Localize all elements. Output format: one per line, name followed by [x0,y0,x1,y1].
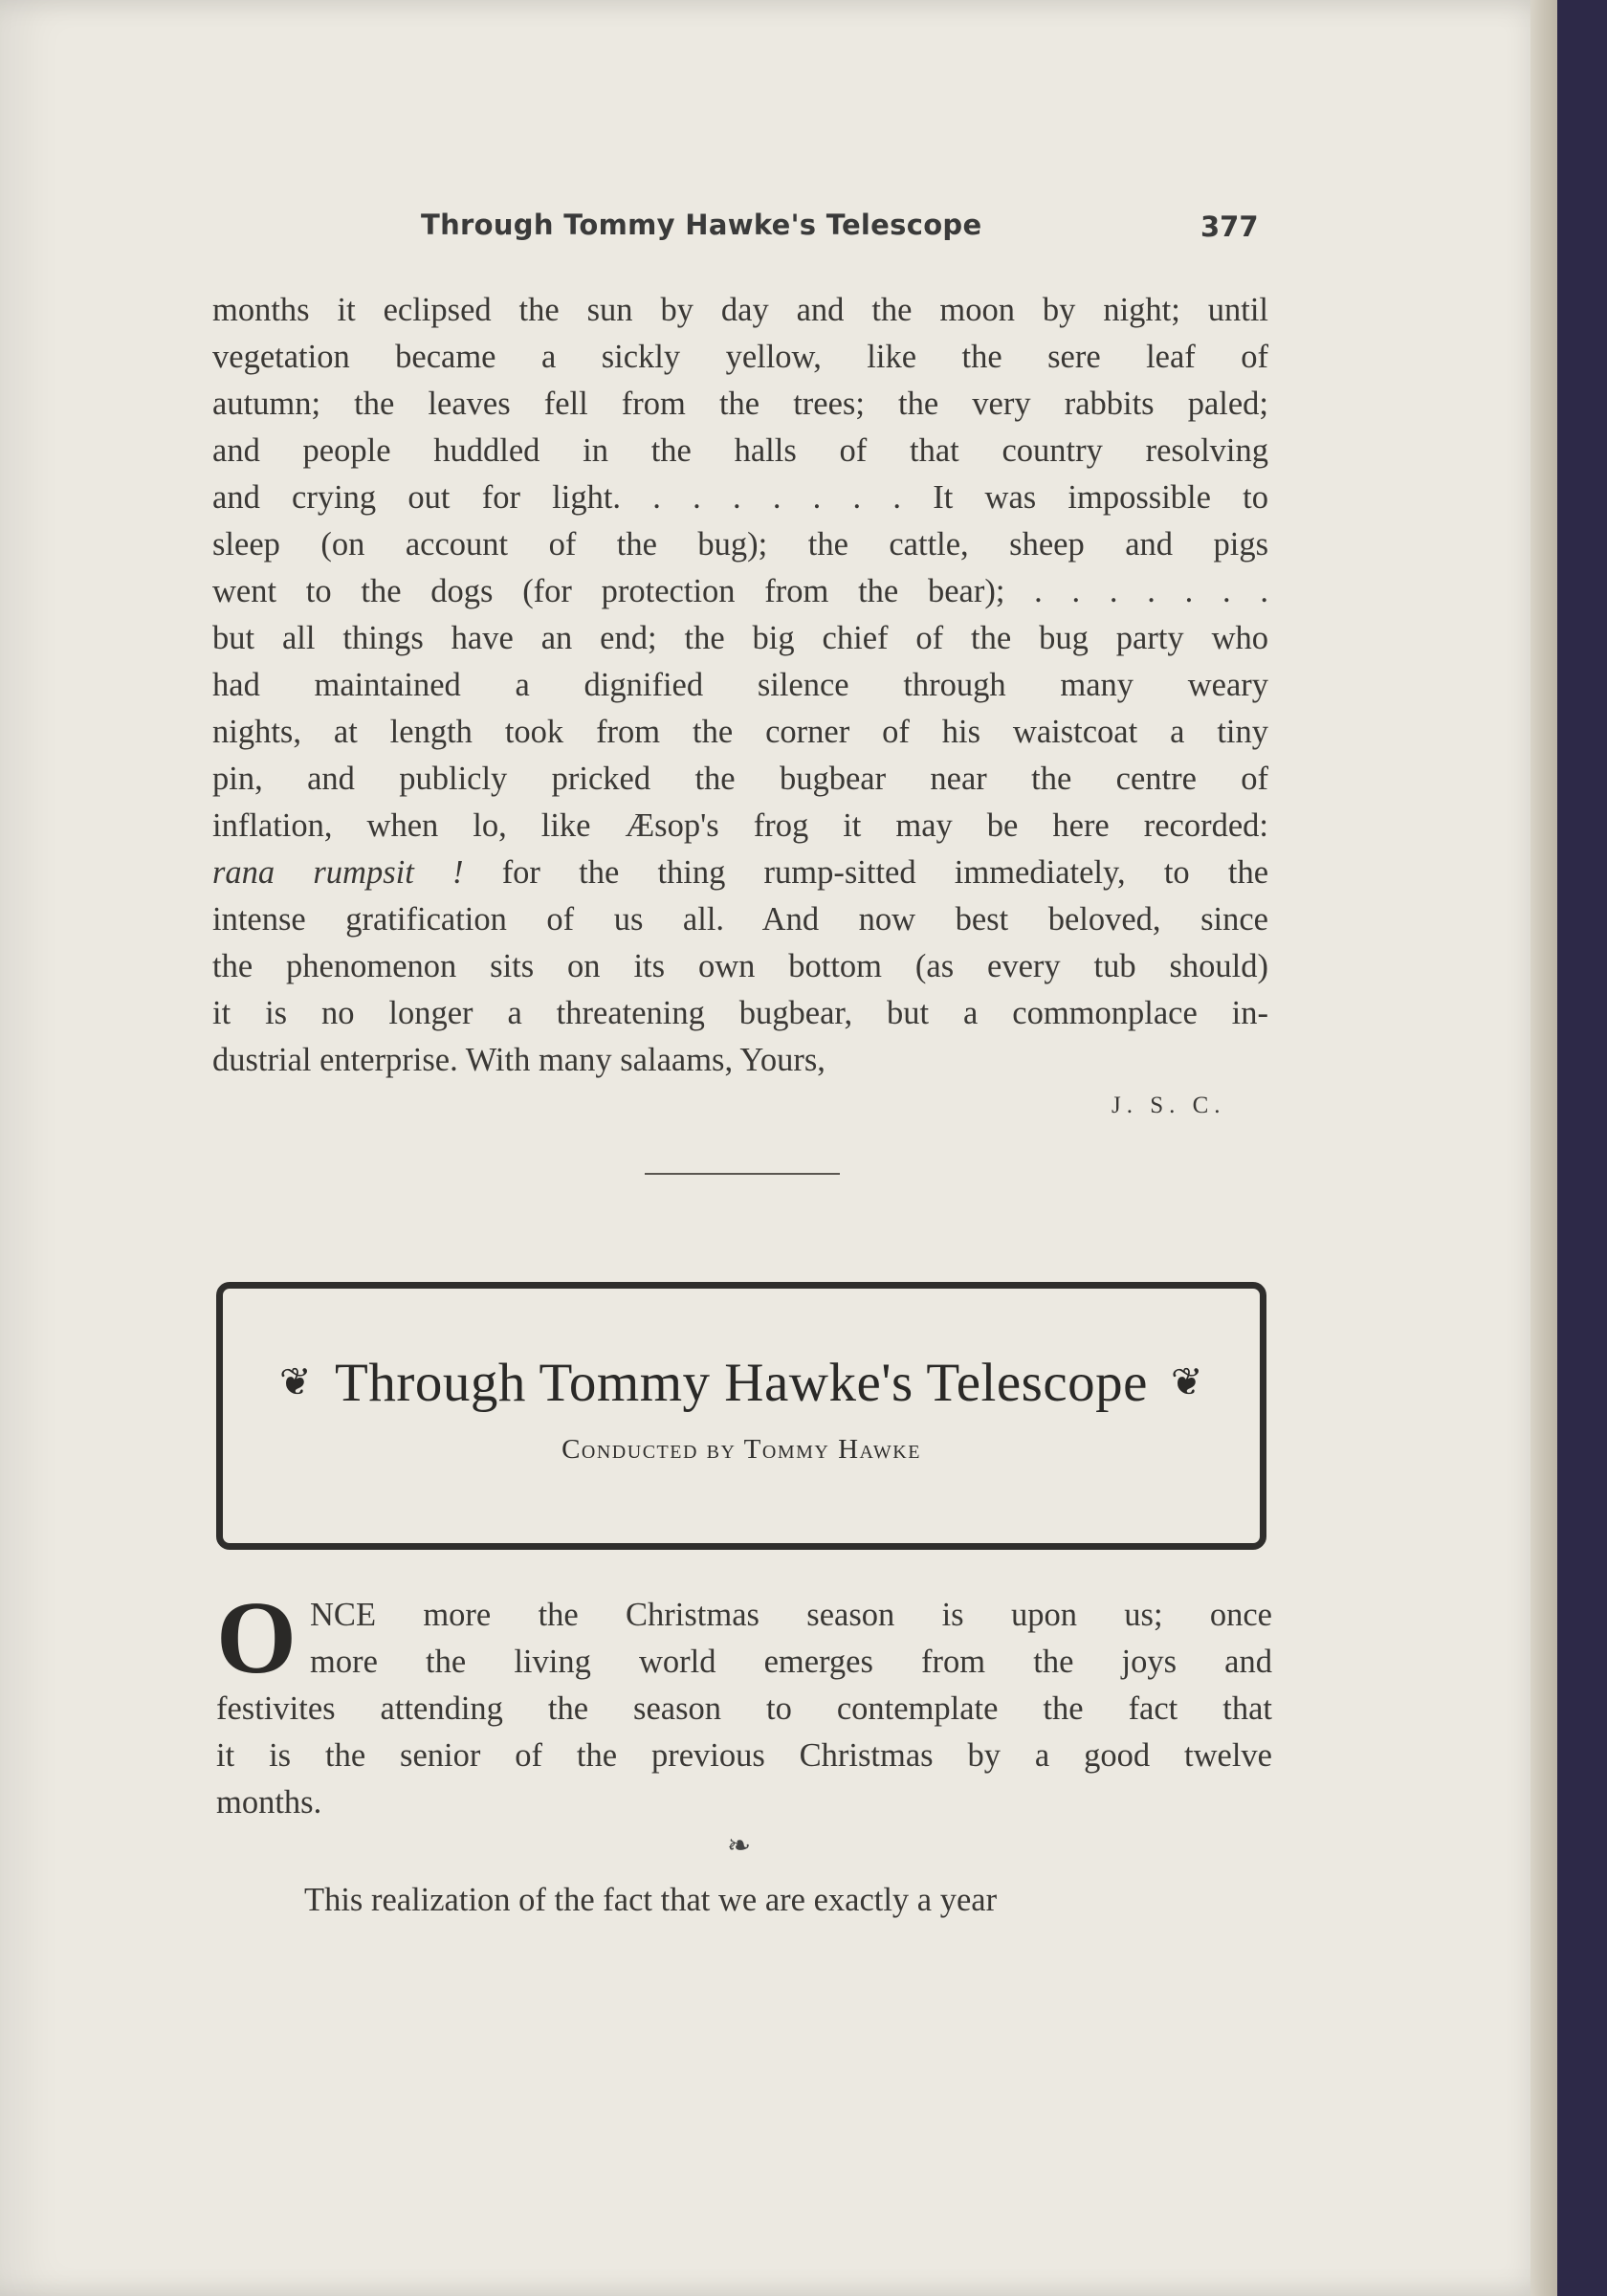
article-line: months. [216,1784,322,1821]
letter-line: autumn; the leaves fell from the trees; the very rabbits paled; [212,386,1268,422]
letter-line: nights, at length took from the corner of his waistcoat a tiny [212,714,1268,750]
letter-line: went to the dogs (for protection from the bear); . . . . . . . [212,573,1268,609]
letter-line: vegetation became a sickly yellow, like the sere leaf of [212,339,1268,375]
letter-line: inflation, when lo, like Æsop's frog it may be here recorded: [212,807,1268,844]
letter-line: but all things have an end; the big chief of the bug party who [212,620,1268,656]
department-header-box [216,1282,1266,1550]
department-title-text: Through Tommy Hawke's Telescope [335,1353,1148,1413]
letter-line: the phenomenon sits on its own bottom (as every tub should) [212,948,1268,984]
fleuron-icon: ❦ [279,1360,313,1403]
letter-line: it is no longer a threatening bugbear, but a commonplace in- [212,995,1268,1031]
running-head: Through Tommy Hawke's Telescope [421,209,982,241]
letter-line: pin, and publicly pricked the bugbear near the centre of [212,761,1268,797]
latin-phrase: rana rumpsit ! [212,854,464,891]
fleuron-icon: ❦ [1170,1360,1203,1403]
article-line: festivites attending the season to contemplate the fact that [216,1690,1272,1727]
letter-line: dustrial enterprise. With many salaams, Yours, [212,1042,826,1078]
article-line: it is the senior of the previous Christmas by a good twelve [216,1737,1272,1774]
department-byline: Conducted by Tommy Hawke [561,1434,921,1465]
article-paragraph [216,1581,1272,1826]
letter-line: sleep (on account of the bug); the cattle, sheep and pigs [212,526,1268,563]
page-edge [1530,0,1557,2296]
letter-line: intense gratification of us all. And now best beloved, since [212,901,1268,938]
letter-line: and crying out for light. . . . . . . . It was impossible to [212,479,1268,516]
article-line: more the living world emerges from the joys and [310,1644,1272,1680]
letter-body [212,287,1268,1084]
department-title [223,1352,1260,1414]
letter-line [212,850,1268,896]
ornament-icon: ❧ [727,1830,752,1862]
letter-line-text: for the thing rump-sitted immediately, to the [501,854,1269,891]
article-line: NCE more the Christmas season is upon us; once [310,1597,1272,1633]
letter-line: and people huddled in the halls of that country resolving [212,432,1268,469]
page-number: 377 [1200,210,1259,243]
signature: J. S. C. [1112,1093,1226,1118]
letter-line: months it eclipsed the sun by day and the moon by night; until [212,292,1268,328]
drop-cap: O [216,1581,297,1695]
letter-line: had maintained a dignified silence through many weary [212,667,1268,703]
section-divider [645,1173,840,1175]
article-paragraph-2: This realization of the fact that we are exactly a year [304,1882,998,1918]
